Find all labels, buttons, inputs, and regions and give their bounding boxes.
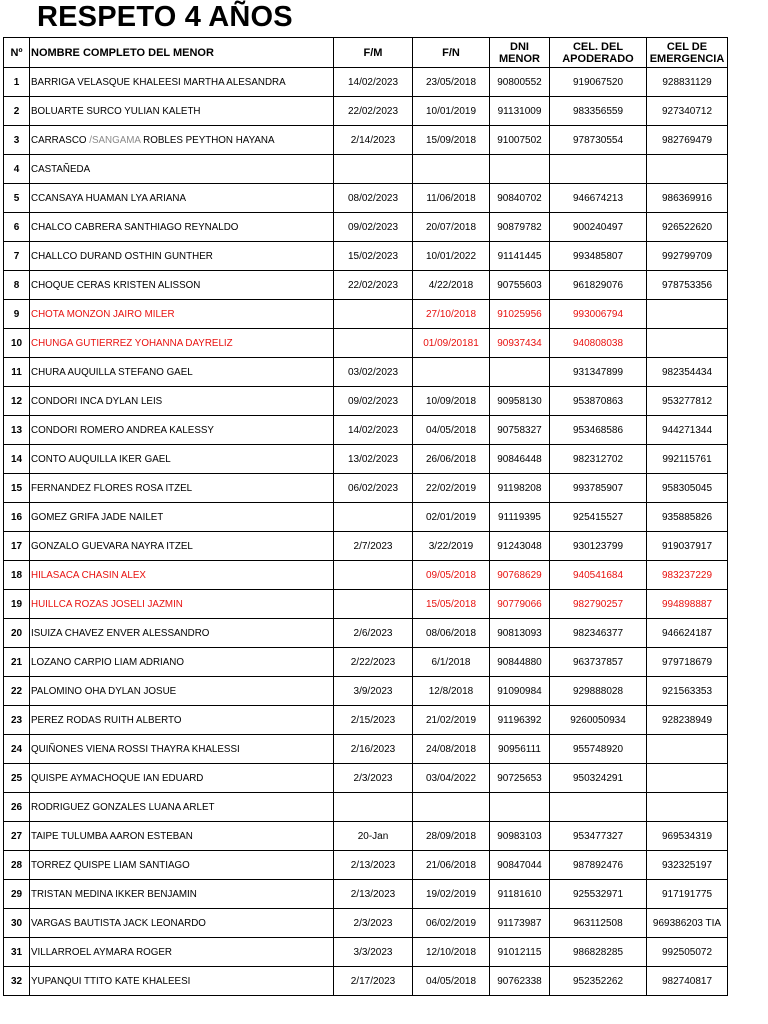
- table-row: [4, 880, 728, 909]
- cell-emergencia: 986369916: [647, 184, 728, 213]
- cell-emergencia: 935885826: [647, 503, 728, 532]
- cell-fn: 10/01/2022: [413, 242, 490, 271]
- cell-emergencia: 928831129: [647, 68, 728, 97]
- row-number: 27: [4, 822, 30, 851]
- cell-apoderado: 963112508: [550, 909, 647, 938]
- student-name: CASTAÑEDA: [30, 155, 334, 184]
- cell-emergencia: 978753356: [647, 271, 728, 300]
- header-emergencia-line2: EMERGENCIA: [649, 52, 725, 65]
- cell-fn: [413, 793, 490, 822]
- cell-emergencia: 982769479: [647, 126, 728, 155]
- table-row: [4, 474, 728, 503]
- student-name: CONTO AUQUILLA IKER GAEL: [30, 445, 334, 474]
- cell-dni: 90983103: [490, 822, 550, 851]
- table-row: [4, 793, 728, 822]
- cell-fn: 08/06/2018: [413, 619, 490, 648]
- cell-fn: [413, 358, 490, 387]
- cell-dni: 90800552: [490, 68, 550, 97]
- cell-apoderado: 9260050934: [550, 706, 647, 735]
- cell-emergencia: 992115761: [647, 445, 728, 474]
- student-name: CHURA AUQUILLA STEFANO GAEL: [30, 358, 334, 387]
- student-name: HILASACA CHASIN ALEX: [30, 561, 334, 590]
- cell-fm: 2/3/2023: [334, 764, 413, 793]
- cell-fm: 15/02/2023: [334, 242, 413, 271]
- row-number: 7: [4, 242, 30, 271]
- row-number: 1: [4, 68, 30, 97]
- table-row: [4, 909, 728, 938]
- row-number: 4: [4, 155, 30, 184]
- cell-fm: [334, 561, 413, 590]
- cell-dni: [490, 793, 550, 822]
- table-row: [4, 561, 728, 590]
- cell-apoderado: 940808038: [550, 329, 647, 358]
- row-number: 25: [4, 764, 30, 793]
- cell-fm: [334, 300, 413, 329]
- cell-emergencia: 919037917: [647, 532, 728, 561]
- cell-apoderado: 993485807: [550, 242, 647, 271]
- cell-fm: 22/02/2023: [334, 97, 413, 126]
- student-name: TORREZ QUISPE LIAM SANTIAGO: [30, 851, 334, 880]
- cell-apoderado: 978730554: [550, 126, 647, 155]
- cell-fn: 21/02/2019: [413, 706, 490, 735]
- cell-emergencia: 921563353: [647, 677, 728, 706]
- student-name: PALOMINO OHA DYLAN JOSUE: [30, 677, 334, 706]
- row-number: 2: [4, 97, 30, 126]
- cell-apoderado: 982312702: [550, 445, 647, 474]
- cell-dni: 90840702: [490, 184, 550, 213]
- cell-apoderado: 961829076: [550, 271, 647, 300]
- table-row: [4, 648, 728, 677]
- row-number: 15: [4, 474, 30, 503]
- cell-fn: 6/1/2018: [413, 648, 490, 677]
- cell-fm: [334, 793, 413, 822]
- cell-fm: 2/13/2023: [334, 880, 413, 909]
- cell-fm: 2/22/2023: [334, 648, 413, 677]
- cell-fn: 02/01/2019: [413, 503, 490, 532]
- cell-fm: 06/02/2023: [334, 474, 413, 503]
- table-row: [4, 329, 728, 358]
- cell-dni: 91181610: [490, 880, 550, 909]
- student-name: CHOQUE CERAS KRISTEN ALISSON: [30, 271, 334, 300]
- cell-fn: 3/22/2019: [413, 532, 490, 561]
- row-number: 14: [4, 445, 30, 474]
- table-row: [4, 735, 728, 764]
- cell-dni: 90725653: [490, 764, 550, 793]
- cell-fm: [334, 590, 413, 619]
- cell-dni: 90937434: [490, 329, 550, 358]
- cell-dni: [490, 155, 550, 184]
- cell-fm: 22/02/2023: [334, 271, 413, 300]
- cell-emergencia: 958305045: [647, 474, 728, 503]
- cell-apoderado: 900240497: [550, 213, 647, 242]
- cell-apoderado: 929888028: [550, 677, 647, 706]
- table-row: [4, 764, 728, 793]
- row-number: 8: [4, 271, 30, 300]
- cell-fm: 2/7/2023: [334, 532, 413, 561]
- cell-fm: 13/02/2023: [334, 445, 413, 474]
- cell-dni: [490, 358, 550, 387]
- cell-dni: 90758327: [490, 416, 550, 445]
- cell-emergencia: [647, 793, 728, 822]
- table-row: [4, 851, 728, 880]
- cell-apoderado: 986828285: [550, 938, 647, 967]
- header-fn: F/N: [413, 38, 490, 68]
- cell-fn: 26/06/2018: [413, 445, 490, 474]
- cell-fn: 06/02/2019: [413, 909, 490, 938]
- table-row: [4, 677, 728, 706]
- cell-fm: 08/02/2023: [334, 184, 413, 213]
- cell-emergencia: [647, 329, 728, 358]
- student-name: CHALCO CABRERA SANTHIAGO REYNALDO: [30, 213, 334, 242]
- student-name: ISUIZA CHAVEZ ENVER ALESSANDRO: [30, 619, 334, 648]
- header-emergencia: [647, 38, 728, 68]
- cell-emergencia: 928238949: [647, 706, 728, 735]
- cell-emergencia: 946624187: [647, 619, 728, 648]
- cell-fn: 24/08/2018: [413, 735, 490, 764]
- cell-fn: 10/01/2019: [413, 97, 490, 126]
- table-row: [4, 271, 728, 300]
- header-dni: [490, 38, 550, 68]
- cell-apoderado: 952352262: [550, 967, 647, 996]
- cell-fm: 3/9/2023: [334, 677, 413, 706]
- cell-fm: 14/02/2023: [334, 68, 413, 97]
- row-number: 16: [4, 503, 30, 532]
- student-name: GOMEZ GRIFA JADE NAILET: [30, 503, 334, 532]
- student-name: CHOTA MONZON JAIRO MILER: [30, 300, 334, 329]
- cell-fn: 12/10/2018: [413, 938, 490, 967]
- table-row: [4, 300, 728, 329]
- header-fm: F/M: [334, 38, 413, 68]
- row-number: 30: [4, 909, 30, 938]
- header-dni-line2: MENOR: [499, 52, 540, 65]
- cell-fm: 09/02/2023: [334, 213, 413, 242]
- student-table: [3, 37, 728, 996]
- row-number: 12: [4, 387, 30, 416]
- cell-fn: 15/09/2018: [413, 126, 490, 155]
- cell-fm: 09/02/2023: [334, 387, 413, 416]
- row-number: 10: [4, 329, 30, 358]
- header-dni-line1: DNI: [510, 40, 529, 53]
- table-row: [4, 938, 728, 967]
- cell-apoderado: 983356559: [550, 97, 647, 126]
- row-number: 19: [4, 590, 30, 619]
- cell-fn: 22/02/2019: [413, 474, 490, 503]
- row-number: 32: [4, 967, 30, 996]
- cell-apoderado: 987892476: [550, 851, 647, 880]
- student-name: TAIPE TULUMBA AARON ESTEBAN: [30, 822, 334, 851]
- cell-apoderado: 955748920: [550, 735, 647, 764]
- cell-fm: [334, 329, 413, 358]
- cell-dni: 91141445: [490, 242, 550, 271]
- page-title: RESPETO 4 AÑOS: [37, 1, 293, 33]
- cell-emergencia: 953277812: [647, 387, 728, 416]
- cell-emergencia: 926522620: [647, 213, 728, 242]
- cell-emergencia: [647, 155, 728, 184]
- cell-dni: 90755603: [490, 271, 550, 300]
- row-number: 26: [4, 793, 30, 822]
- cell-apoderado: 940541684: [550, 561, 647, 590]
- table-row: [4, 416, 728, 445]
- cell-dni: 91012115: [490, 938, 550, 967]
- header-number: Nº: [4, 38, 30, 68]
- student-name: YUPANQUI TTITO KATE KHALEESI: [30, 967, 334, 996]
- table-row: [4, 155, 728, 184]
- cell-emergencia: 992505072: [647, 938, 728, 967]
- cell-fm: [334, 155, 413, 184]
- student-name: FERNANDEZ FLORES ROSA ITZEL: [30, 474, 334, 503]
- cell-apoderado: 950324291: [550, 764, 647, 793]
- table-row: [4, 445, 728, 474]
- header-emergencia-line1: CEL DE: [666, 40, 708, 53]
- student-name: VARGAS BAUTISTA JACK LEONARDO: [30, 909, 334, 938]
- student-name: QUISPE AYMACHOQUE IAN EDUARD: [30, 764, 334, 793]
- table-row: [4, 184, 728, 213]
- table-header-row: [4, 38, 728, 68]
- row-number: 17: [4, 532, 30, 561]
- cell-fm: 2/6/2023: [334, 619, 413, 648]
- table-row: [4, 126, 728, 155]
- cell-fn: 27/10/2018: [413, 300, 490, 329]
- cell-fn: 04/05/2018: [413, 416, 490, 445]
- student-name: RODRIGUEZ GONZALES LUANA ARLET: [30, 793, 334, 822]
- cell-emergencia: 944271344: [647, 416, 728, 445]
- row-number: 21: [4, 648, 30, 677]
- cell-emergencia: 932325197: [647, 851, 728, 880]
- cell-fm: 03/02/2023: [334, 358, 413, 387]
- row-number: 23: [4, 706, 30, 735]
- row-number: 24: [4, 735, 30, 764]
- cell-emergencia: 992799709: [647, 242, 728, 271]
- cell-dni: 90844880: [490, 648, 550, 677]
- cell-fm: 2/13/2023: [334, 851, 413, 880]
- cell-fm: 2/14/2023: [334, 126, 413, 155]
- cell-fn: 15/05/2018: [413, 590, 490, 619]
- cell-apoderado: 930123799: [550, 532, 647, 561]
- cell-fn: 20/07/2018: [413, 213, 490, 242]
- row-number: 29: [4, 880, 30, 909]
- cell-fm: 2/15/2023: [334, 706, 413, 735]
- cell-fn: [413, 155, 490, 184]
- row-number: 13: [4, 416, 30, 445]
- cell-fn: 19/02/2019: [413, 880, 490, 909]
- row-number: 5: [4, 184, 30, 213]
- cell-apoderado: 925532971: [550, 880, 647, 909]
- table-row: [4, 619, 728, 648]
- cell-dni: 90813093: [490, 619, 550, 648]
- cell-fn: 21/06/2018: [413, 851, 490, 880]
- cell-apoderado: 993785907: [550, 474, 647, 503]
- cell-emergencia: [647, 764, 728, 793]
- row-number: 3: [4, 126, 30, 155]
- cell-dni: 90958130: [490, 387, 550, 416]
- cell-dni: 91243048: [490, 532, 550, 561]
- row-number: 20: [4, 619, 30, 648]
- cell-dni: 91131009: [490, 97, 550, 126]
- header-apoderado-line1: CEL. DEL: [572, 40, 624, 53]
- cell-apoderado: 919067520: [550, 68, 647, 97]
- cell-fn: 01/09/20181: [413, 329, 490, 358]
- student-name: QUIÑONES VIENA ROSSI THAYRA KHALESSI: [30, 735, 334, 764]
- cell-fn: 12/8/2018: [413, 677, 490, 706]
- row-number: 22: [4, 677, 30, 706]
- cell-dni: 91090984: [490, 677, 550, 706]
- cell-dni: 91173987: [490, 909, 550, 938]
- cell-emergencia: [647, 735, 728, 764]
- cell-apoderado: 963737857: [550, 648, 647, 677]
- table-row: [4, 97, 728, 126]
- cell-fn: 09/05/2018: [413, 561, 490, 590]
- table-row: [4, 358, 728, 387]
- cell-fm: 2/16/2023: [334, 735, 413, 764]
- table-row: [4, 967, 728, 996]
- cell-fn: 04/05/2018: [413, 967, 490, 996]
- cell-dni: 90779066: [490, 590, 550, 619]
- student-name: VILLARROEL AYMARA ROGER: [30, 938, 334, 967]
- cell-fn: 23/05/2018: [413, 68, 490, 97]
- table-row: [4, 503, 728, 532]
- student-name: PEREZ RODAS RUITH ALBERTO: [30, 706, 334, 735]
- student-name: BOLUARTE SURCO YULIAN KALETH: [30, 97, 334, 126]
- student-name: CONDORI INCA DYLAN LEIS: [30, 387, 334, 416]
- table-row: [4, 822, 728, 851]
- student-name: HUILLCA ROZAS JOSELI JAZMIN: [30, 590, 334, 619]
- cell-emergencia: 917191775: [647, 880, 728, 909]
- table-row: [4, 706, 728, 735]
- cell-apoderado: 931347899: [550, 358, 647, 387]
- table-body: [4, 68, 728, 996]
- cell-fm: 3/3/2023: [334, 938, 413, 967]
- cell-apoderado: 953870863: [550, 387, 647, 416]
- table-row: [4, 590, 728, 619]
- student-name: CHALLCO DURAND OSTHIN GUNTHER: [30, 242, 334, 271]
- cell-dni: 90762338: [490, 967, 550, 996]
- cell-fm: 2/17/2023: [334, 967, 413, 996]
- cell-emergencia: 927340712: [647, 97, 728, 126]
- row-number: 9: [4, 300, 30, 329]
- cell-emergencia: 969534319: [647, 822, 728, 851]
- cell-emergencia: 969386203 TIA: [647, 909, 728, 938]
- student-name: CONDORI ROMERO ANDREA KALESSY: [30, 416, 334, 445]
- cell-dni: 91007502: [490, 126, 550, 155]
- row-number: 18: [4, 561, 30, 590]
- student-name: CCANSAYA HUAMAN LYA ARIANA: [30, 184, 334, 213]
- table-row: [4, 387, 728, 416]
- cell-emergencia: [647, 300, 728, 329]
- cell-apoderado: 953468586: [550, 416, 647, 445]
- student-name-part: /SANGAMA: [89, 134, 141, 146]
- row-number: 31: [4, 938, 30, 967]
- row-number: 28: [4, 851, 30, 880]
- cell-fm: 20-Jan: [334, 822, 413, 851]
- cell-apoderado: 953477327: [550, 822, 647, 851]
- cell-dni: 90847044: [490, 851, 550, 880]
- cell-dni: 90846448: [490, 445, 550, 474]
- student-name: [30, 126, 334, 155]
- header-apoderado-line2: APODERADO: [562, 52, 634, 65]
- cell-emergencia: 994898887: [647, 590, 728, 619]
- cell-dni: 91119395: [490, 503, 550, 532]
- cell-apoderado: 925415527: [550, 503, 647, 532]
- cell-dni: 91025956: [490, 300, 550, 329]
- cell-dni: 91198208: [490, 474, 550, 503]
- cell-emergencia: 982354434: [647, 358, 728, 387]
- student-name: CHUNGA GUTIERREZ YOHANNA DAYRELIZ: [30, 329, 334, 358]
- cell-dni: 90956111: [490, 735, 550, 764]
- row-number: 6: [4, 213, 30, 242]
- cell-fn: 28/09/2018: [413, 822, 490, 851]
- student-name-part: ROBLES PEYTHON HAYANA: [140, 134, 275, 146]
- cell-fn: 4/22/2018: [413, 271, 490, 300]
- cell-emergencia: 982740817: [647, 967, 728, 996]
- cell-fm: [334, 503, 413, 532]
- student-name: GONZALO GUEVARA NAYRA ITZEL: [30, 532, 334, 561]
- cell-dni: 90879782: [490, 213, 550, 242]
- table-row: [4, 242, 728, 271]
- cell-dni: 90768629: [490, 561, 550, 590]
- table-row: [4, 532, 728, 561]
- student-name: LOZANO CARPIO LIAM ADRIANO: [30, 648, 334, 677]
- table-row: [4, 213, 728, 242]
- cell-apoderado: [550, 793, 647, 822]
- cell-fm: 2/3/2023: [334, 909, 413, 938]
- cell-dni: 91196392: [490, 706, 550, 735]
- cell-fm: 14/02/2023: [334, 416, 413, 445]
- student-name-part: CARRASCO: [31, 134, 90, 146]
- student-name: BARRIGA VELASQUE KHALEESI MARTHA ALESANDRA: [30, 68, 334, 97]
- cell-apoderado: 982790257: [550, 590, 647, 619]
- cell-apoderado: [550, 155, 647, 184]
- row-number: 11: [4, 358, 30, 387]
- cell-fn: 11/06/2018: [413, 184, 490, 213]
- cell-fn: 03/04/2022: [413, 764, 490, 793]
- cell-apoderado: 993006794: [550, 300, 647, 329]
- cell-apoderado: 982346377: [550, 619, 647, 648]
- student-name: TRISTAN MEDINA IKKER BENJAMIN: [30, 880, 334, 909]
- cell-apoderado: 946674213: [550, 184, 647, 213]
- header-name: NOMBRE COMPLETO DEL MENOR: [30, 38, 334, 68]
- cell-emergencia: 979718679: [647, 648, 728, 677]
- cell-emergencia: 983237229: [647, 561, 728, 590]
- cell-fn: 10/09/2018: [413, 387, 490, 416]
- table-row: [4, 68, 728, 97]
- header-apoderado: [550, 38, 647, 68]
